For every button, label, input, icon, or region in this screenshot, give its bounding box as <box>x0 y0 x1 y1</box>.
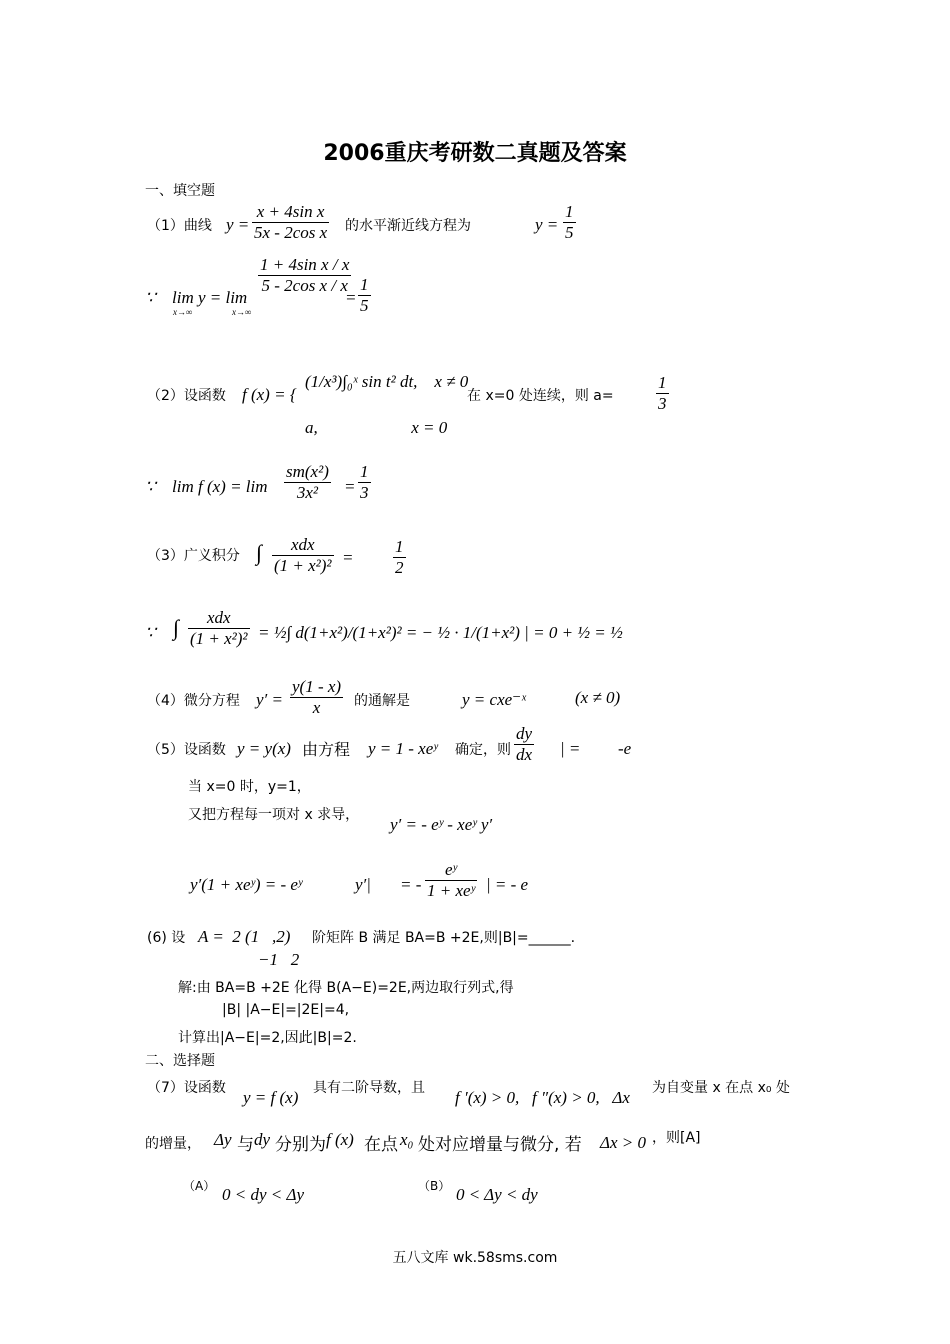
q5-line2: 又把方程每一项对 x 求导， <box>188 807 360 823</box>
q7-line2d: 在点 <box>364 1135 398 1155</box>
q7-d: dy <box>254 1130 271 1149</box>
q5-line1: 当 x=0 时，y=1， <box>188 779 311 795</box>
q5-equals: | = <box>560 739 581 758</box>
q1-limit: lim y = lim <box>172 288 248 307</box>
q7-line2b: 与 <box>237 1135 254 1155</box>
q2-limit-fraction: $\frac{\text{sm(x²)}}{\text{3x²}}$ <box>286 462 329 502</box>
q4-text: 的通解是 <box>354 693 410 709</box>
q1-fraction: $\frac{\text{x + 4sin x}}{\text{5x - 2cos x}}$ <box>254 202 328 242</box>
q5-answer: -e <box>618 739 632 758</box>
page-title: 2006重庆考研数二真题及答案 <box>323 141 627 166</box>
q7-cond: f ′(x) > 0, f ″(x) > 0, Δx <box>455 1088 630 1107</box>
q3-answer: $\frac{1}{2}$ <box>395 537 404 577</box>
q2-answer: $\frac{1}{3}$ <box>658 373 667 413</box>
q7-line2f: ，则[A] <box>652 1130 701 1146</box>
q5-sol2-result: | = - e <box>486 875 529 894</box>
integral: ∫ <box>173 615 180 640</box>
q7-line2a: 的增量， <box>145 1136 201 1152</box>
q1-text: 的水平渐近线方程为 <box>345 218 471 234</box>
q7-fx: f (x) <box>326 1130 354 1149</box>
q7-dy: Δy <box>214 1130 232 1149</box>
q3-sol-fraction1: xdx (1 + x²)² <box>190 608 248 648</box>
q1-answer-fraction: $\frac{1}{5}$ <box>565 202 574 242</box>
q1-label: （1）曲线 <box>147 218 212 234</box>
q5-sol1: y′(1 + xeʸ) = - eʸ <box>190 875 303 894</box>
q1-result-fraction: $\frac{1}{5}$ <box>360 275 369 315</box>
q2-fx: f (x) = { <box>242 385 297 404</box>
section-fill-in: 一、填空题 <box>145 183 215 199</box>
q7-option-a-label: （A） <box>183 1179 216 1193</box>
limit-sub: x→∞ <box>232 307 252 317</box>
q5-sol2-eq: = - <box>400 875 422 894</box>
q2-label: （2）设函数 <box>147 388 226 404</box>
q7-option-b-label: （B） <box>418 1179 451 1193</box>
q7-line2e: 处对应增量与微分, 若 <box>418 1135 582 1155</box>
limit-sub: x→∞ <box>173 307 193 317</box>
q2-case2: a, x = 0 <box>305 418 448 437</box>
equals: = <box>345 288 357 307</box>
q5-func: y = y(x) <box>237 739 291 758</box>
q7-func: y = f (x) <box>243 1088 299 1107</box>
q4-label: （4）微分方程 <box>147 693 240 709</box>
q4-cond: (x ≠ 0) <box>575 688 621 707</box>
q5-derivative: y′ = - eʸ - xeʸ y′ <box>390 815 493 834</box>
q4-eq: y′ = <box>256 690 283 709</box>
q6-sol3: 计算出|A−E|=2,因此|B|=2. <box>178 1030 357 1046</box>
q7-option-b: 0 < Δy < dy <box>456 1185 538 1204</box>
because-symbol: ∵ <box>145 623 156 642</box>
q4-answer: y = cxe⁻ˣ <box>462 690 526 709</box>
q5-text1: 由方程 <box>302 740 351 759</box>
q7-dx: Δx > 0 <box>600 1133 646 1152</box>
q6-matrix-a: A = 2 (1 ,2) <box>198 927 291 946</box>
q5-label: （5）设函数 <box>147 742 226 758</box>
q6-label: (6) 设 <box>147 930 186 946</box>
footer-watermark: 五八文库 wk.58sms.com <box>392 1250 558 1266</box>
q7-label: （7）设函数 <box>147 1080 226 1096</box>
q7-line2c: 分别为 <box>275 1135 326 1155</box>
q5-sol2-fraction: eʸ 1 + xeʸ <box>427 860 475 900</box>
q5-text2: 确定，则 <box>455 742 511 758</box>
q2-limit: lim f (x) = lim <box>172 477 268 496</box>
q2-text: 在 x=0 处连续，则 a= <box>467 388 614 404</box>
q5-eq: y = 1 - xeʸ <box>368 739 438 758</box>
q7-option-a: 0 < dy < Δy <box>222 1185 305 1204</box>
q7-text2: 为自变量 x 在点 x₀ 处 <box>652 1080 790 1096</box>
q4-fraction: $\frac{y(1 - x)}{x}$ <box>292 677 342 717</box>
q2-case1: (1/x³)∫₀ˣ sin t² dt, x ≠ 0 <box>305 372 469 391</box>
q1-limit-fraction: $\frac{\text{1 + 4sin x / x}}{\text{5 - 2cos x / x}}$ <box>260 255 350 295</box>
q7-x0: x₀ <box>400 1130 414 1149</box>
q6-sol1: 解:由 BA=B +2E 化得 B(A−E)=2E,两边取行列式,得 <box>178 980 514 996</box>
q7-text1: 具有二阶导数，且 <box>313 1080 425 1096</box>
q5-dydx: $\frac{dy}{dx}$ <box>516 724 533 764</box>
because-symbol: ∵ <box>145 288 156 307</box>
equals: = <box>344 477 356 496</box>
q1-answer-y: y = <box>535 215 559 234</box>
q6-matrix-row2: −1 2 <box>258 950 300 969</box>
q2-result-fraction: $\frac{1}{3}$ <box>360 462 369 502</box>
q3-sol-rest: = ½∫ d(1+x²)/(1+x²)² = − ½ · 1/(1+x²) | = 0 + ½ = ½ <box>258 623 623 642</box>
q3-integral: ∫ <box>256 540 263 565</box>
q5-sol2: y′| <box>355 875 371 894</box>
section-choice: 二、选择题 <box>145 1053 215 1069</box>
q3-label: （3）广义积分 <box>147 548 240 564</box>
q6-sol2: |B| |A−E|=|2E|=4, <box>222 1002 350 1018</box>
q1-y-eq: y = <box>226 215 250 234</box>
q6-text: 阶矩阵 B 满足 BA=B +2E,则|B|=______. <box>312 930 576 946</box>
q3-integrand: xdx (1 + x²)² <box>274 535 332 575</box>
equals: = <box>342 548 354 567</box>
because-symbol: ∵ <box>145 477 156 496</box>
